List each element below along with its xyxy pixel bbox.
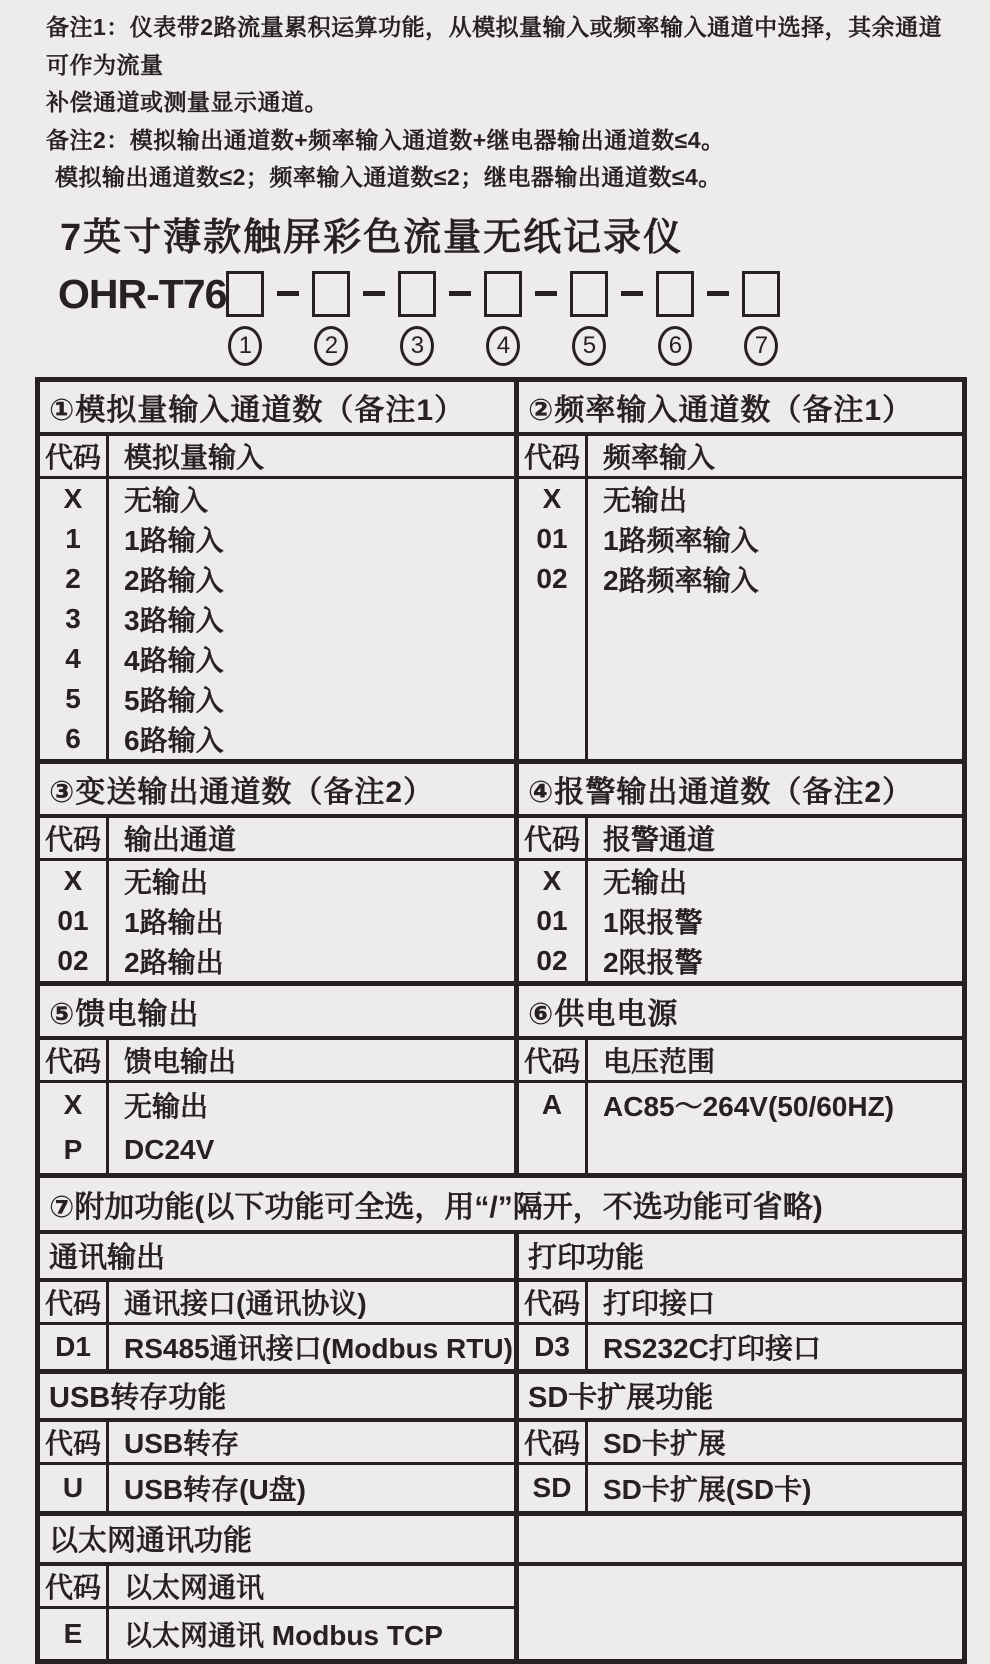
circled-number-6: 6 (658, 326, 692, 366)
desc-cell: 无输入 (124, 484, 209, 516)
print-function-subtitle: 打印功能 (528, 1242, 645, 1274)
desc-column-header: 频率输入 (603, 441, 716, 473)
section-5-6-title-band (40, 986, 962, 1040)
desc-cell: 无输出 (603, 866, 688, 898)
desc-cell: 6路输入 (124, 724, 224, 756)
ordering-spec-table (35, 377, 967, 1664)
desc-cell: 无输出 (603, 484, 688, 516)
dash-separator (449, 271, 471, 317)
section-1-2-body-band (40, 479, 962, 764)
desc-cell: 2路输出 (124, 946, 224, 978)
model-box-1 (226, 271, 264, 317)
code-cell: X (63, 864, 83, 896)
code-column-header: 代码 (40, 436, 109, 476)
code-column-header: 代码 (40, 1422, 109, 1462)
top-notes (0, 0, 990, 197)
code-column-header: 代码 (519, 436, 588, 476)
code-cell: 5 (65, 682, 81, 714)
code-cell: D3 (534, 1330, 570, 1362)
code-cell: X (542, 482, 562, 514)
section-7-title: ⑦附加功能(以下功能可全选，用“/”隔开，不选功能可省略) (40, 1178, 962, 1234)
desc-cell: RS232C打印接口 (603, 1332, 821, 1364)
desc-cell: 1限报警 (603, 906, 703, 938)
desc-cell: 无输出 (124, 866, 209, 898)
product-title: 7英寸薄款触屏彩色流量无纸记录仪 (60, 216, 684, 259)
code-cell: 01 (57, 904, 89, 936)
desc-column-header: USB转存 (124, 1427, 240, 1459)
note1-line1: 备注1：仪表带2路流量累积运算功能，从模拟量输入或频率输入通道中选择，其余通道可作为流量 (46, 14, 943, 78)
model-box-7 (742, 271, 780, 317)
model-box-3 (398, 271, 436, 317)
desc-cell: DC24V (124, 1134, 215, 1165)
dash-separator (621, 271, 643, 317)
desc-cell: RS485通讯接口(Modbus RTU) (124, 1332, 513, 1364)
code-cell: E (63, 1617, 83, 1649)
desc-cell: 无输出 (124, 1091, 209, 1122)
code-column-header: 代码 (40, 1040, 109, 1080)
circled-number-4: 4 (486, 326, 520, 366)
comm-output-subtitle: 通讯输出 (40, 1234, 519, 1278)
code-cell: 01 (536, 522, 568, 554)
desc-cell: 4路输入 (124, 644, 224, 676)
desc-cell: SD卡扩展(SD卡) (603, 1473, 812, 1505)
model-position-3 (398, 271, 436, 366)
model-position-7 (742, 271, 780, 366)
model-box-4 (484, 271, 522, 317)
desc-cell: USB转存(U盘) (124, 1473, 306, 1505)
model-position-2 (312, 271, 350, 366)
desc-cell: 1路输出 (124, 906, 224, 938)
desc-column-header: 模拟量输入 (124, 441, 265, 473)
circled-number-3: 3 (400, 326, 434, 366)
section-4-title: ④报警输出通道数（备注2） (528, 775, 914, 809)
circled-number-5: 5 (572, 326, 606, 366)
model-position-6 (656, 271, 694, 366)
code-cell: D1 (55, 1330, 91, 1362)
empty-cell (519, 1516, 962, 1562)
code-column-header: 代码 (519, 818, 588, 858)
code-cell: X (542, 864, 562, 896)
desc-column-header: 输出通道 (124, 823, 237, 855)
section-1-2-title-band (40, 382, 962, 436)
code-column-header: 代码 (519, 1040, 588, 1080)
code-cell: U (62, 1471, 84, 1503)
circled-number-1: 1 (228, 326, 262, 366)
code-cell: 02 (536, 944, 568, 976)
code-cell: 1 (65, 522, 81, 554)
desc-column-header: 以太网通讯 (124, 1571, 265, 1603)
model-position-5 (570, 271, 608, 366)
code-column-header: 代码 (40, 1566, 109, 1606)
group-2-body-band (40, 1465, 962, 1516)
group-1-subtitle-band (40, 1234, 962, 1282)
desc-column-header: SD卡扩展 (603, 1427, 726, 1459)
model-prefix: OHR-T76 (58, 270, 227, 317)
code-cell: SD (532, 1471, 572, 1503)
note2-line1: 备注2：模拟输出通道数+频率输入通道数+继电器输出通道数≤4。 (46, 126, 725, 153)
section-3-4-body-band (40, 861, 962, 986)
code-column-header: 代码 (40, 1282, 109, 1322)
code-column-header: 代码 (40, 818, 109, 858)
circled-number-7: 7 (744, 326, 778, 366)
model-box-5 (570, 271, 608, 317)
dash-separator (707, 271, 729, 317)
desc-cell: 3路输入 (124, 604, 224, 636)
group-1-header-band (40, 1282, 962, 1325)
desc-cell: 1路频率输入 (603, 524, 759, 556)
desc-cell: 1路输入 (124, 524, 224, 556)
section-3-4-header-band (40, 818, 962, 861)
note1-line2: 补偿通道或测量显示通道。 (46, 89, 328, 115)
group-3-subtitle-band (40, 1516, 962, 1566)
dash-separator (363, 271, 385, 317)
code-column-header: 代码 (519, 1422, 588, 1462)
empty-cell (519, 1566, 962, 1659)
note2-line2: 模拟输出通道数≤2；频率输入通道数≤2；继电器输出通道数≤4。 (55, 164, 722, 190)
desc-cell: 2路输入 (124, 564, 224, 596)
code-cell: X (63, 482, 83, 514)
desc-column-header: 打印接口 (603, 1287, 716, 1319)
code-cell: 6 (65, 722, 81, 754)
code-cell: 02 (536, 562, 568, 594)
code-cell: P (63, 1134, 83, 1165)
model-box-2 (312, 271, 350, 317)
group-2-header-band (40, 1422, 962, 1465)
section-5-title: ⑤馈电输出 (40, 986, 519, 1036)
code-cell: 2 (65, 562, 81, 594)
desc-column-header: 通讯接口(通讯协议) (124, 1287, 367, 1319)
group-3-body-band (40, 1566, 962, 1659)
dash-separator (277, 271, 299, 317)
desc-column-header: 报警通道 (603, 823, 716, 855)
ethernet-subtitle: 以太网通讯功能 (40, 1516, 519, 1562)
desc-cell: 2限报警 (603, 946, 703, 978)
model-code-line (58, 271, 990, 366)
desc-column-header: 电压范围 (603, 1045, 716, 1077)
section-5-6-body-band (40, 1083, 962, 1178)
section-2-title: ②频率输入通道数（备注1） (528, 393, 914, 427)
code-cell: 3 (65, 602, 81, 634)
desc-cell: 5路输入 (124, 684, 224, 716)
section-3-4-title-band (40, 764, 962, 818)
model-position-4 (484, 271, 522, 366)
group-1-body-band (40, 1325, 962, 1374)
code-cell: X (63, 1089, 83, 1120)
desc-cell: AC85～264V(50/60HZ) (603, 1091, 895, 1122)
section-5-6-header-band (40, 1040, 962, 1083)
desc-column-header: 馈电输出 (124, 1045, 237, 1077)
desc-cell: 2路频率输入 (603, 564, 759, 596)
section-1-2-header-band (40, 436, 962, 479)
section-6-title: ⑥供电电源 (528, 997, 679, 1031)
group-2-subtitle-band (40, 1374, 962, 1422)
code-cell: 02 (57, 944, 89, 976)
sd-subtitle: SD卡扩展功能 (528, 1382, 714, 1414)
code-cell: A (541, 1089, 563, 1120)
code-cell: 4 (65, 642, 81, 674)
code-cell: 01 (536, 904, 568, 936)
usb-subtitle: USB转存功能 (40, 1374, 519, 1418)
model-box-6 (656, 271, 694, 317)
section-3-title: ③变送输出通道数（备注2） (40, 764, 519, 814)
code-column-header: 代码 (519, 1282, 588, 1322)
section-1-title: ①模拟量输入通道数（备注1） (40, 382, 519, 432)
desc-cell: 以太网通讯 Modbus TCP (124, 1619, 443, 1651)
model-position-1 (226, 271, 264, 366)
circled-number-2: 2 (314, 326, 348, 366)
dash-separator (535, 271, 557, 317)
